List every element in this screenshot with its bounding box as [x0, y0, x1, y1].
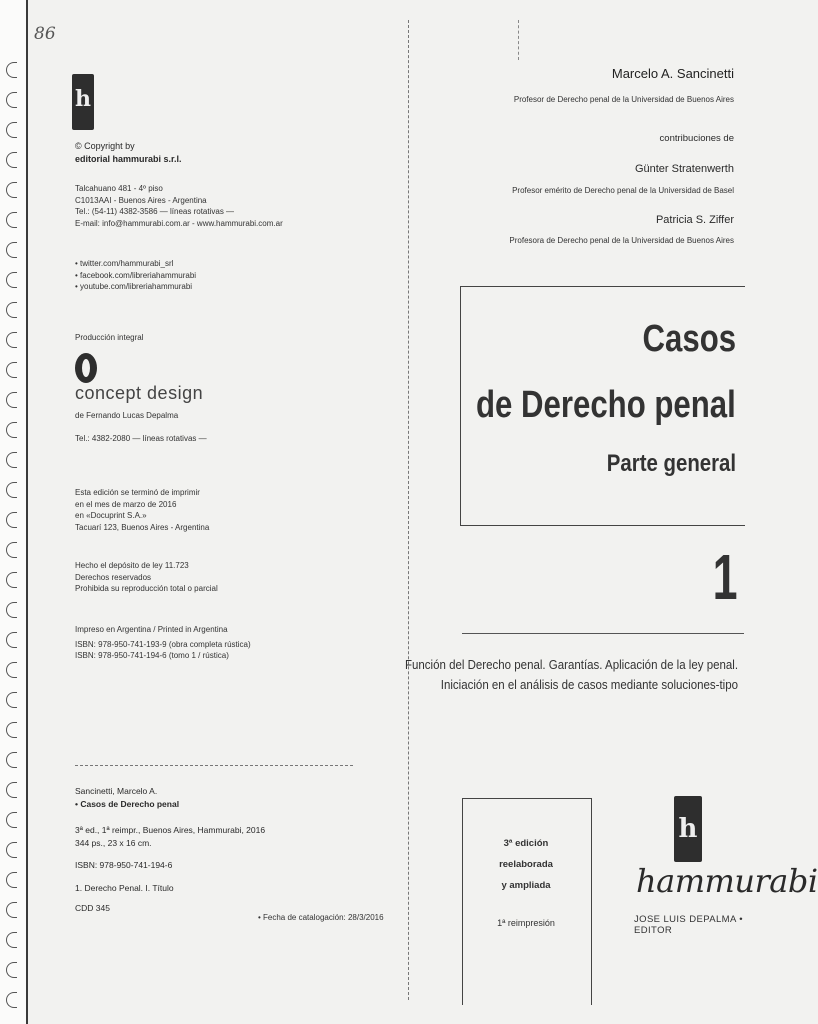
address-line: Talcahuano 481 - 4º piso: [75, 184, 163, 193]
author-3: Patricia S. Ziffer: [655, 214, 734, 226]
publisher-logo-letter: h: [75, 86, 91, 112]
publisher-name: editorial hammurabi s.r.l.: [75, 154, 182, 164]
binding-ring: [6, 902, 17, 918]
legal-line: Derechos reservados: [75, 572, 152, 582]
binding-ring: [6, 92, 17, 108]
binding-ring: [6, 692, 17, 708]
isbn-line: ISBN: 978-950-741-194-6 (tomo 1 / rústica): [75, 651, 229, 660]
publisher-wordmark: hammurabi: [636, 862, 818, 900]
catalog-cdd: CDD 345: [75, 903, 110, 913]
binding-edge: [0, 0, 28, 1024]
printing-line: Tacuarí 123, Buenos Aires - Argentina: [75, 522, 210, 532]
catalog-subject: 1. Derecho Penal. I. Título: [75, 882, 174, 893]
catalog-edition: 3ª ed., 1ª reimpr., Buenos Aires, Hammurabi, 2016: [75, 825, 266, 835]
page-fold: [408, 20, 409, 1000]
printing-line: Esta edición se terminó de imprimir: [75, 488, 200, 497]
binding-ring: [6, 782, 17, 798]
description-line: Iniciación en el análisis de casos mediante soluciones-tipo: [440, 678, 738, 692]
social-link-youtube: • youtube.com/libreriahammurabi: [75, 282, 193, 291]
binding-ring: [6, 272, 17, 288]
hammurabi-logo-icon: [674, 796, 702, 862]
social-link-twitter: • twitter.com/hammurabi_srl: [75, 259, 174, 268]
concept-design-logo-icon: [75, 353, 97, 383]
binding-ring: [6, 242, 17, 258]
binding-ring: [6, 392, 17, 408]
binding-ring: [6, 752, 17, 768]
binding-ring: [6, 962, 17, 978]
binding-ring: [6, 842, 17, 858]
edition-line: y ampliada: [501, 880, 551, 891]
binding-ring: [6, 332, 17, 348]
binding-ring: [6, 152, 17, 168]
volume-rule: [462, 633, 744, 634]
social-links: [75, 258, 196, 293]
catalog-date: • Fecha de catalogación: 28/3/2016: [258, 913, 384, 922]
binding-ring: [6, 512, 17, 528]
book-description: [405, 655, 738, 695]
address-line: C1013AAI - Buenos Aires - Argentina: [75, 195, 207, 205]
address-line: E-mail: info@hammurabi.com.ar - www.hammurabi.com.ar: [75, 218, 283, 228]
reprint-info: 1ª reimpresión: [497, 918, 555, 928]
binding-ring: [6, 872, 17, 888]
binding-ring: [6, 722, 17, 738]
author-main: Marcelo A. Sancinetti: [611, 66, 734, 81]
binding-ring: [6, 452, 17, 468]
binding-ring: [6, 812, 17, 828]
catalog-author: Sancinetti, Marcelo A.: [75, 786, 158, 796]
binding-ring: [6, 572, 17, 588]
catalog-isbn: ISBN: 978-950-741-194-6: [75, 860, 173, 870]
printing-line: en el mes de marzo de 2016: [75, 499, 177, 509]
publisher-editor: JOSE LUIS DEPALMA • EDITOR: [634, 914, 743, 936]
description-line: Función del Derecho penal. Garantías. Aplicación de la ley penal.: [404, 658, 738, 672]
design-by: de Fernando Lucas Depalma: [75, 411, 179, 420]
design-tel: Tel.: 4382-2080 — líneas rotativas —: [75, 434, 207, 443]
edition-frame: [462, 798, 592, 1005]
binding-ring: [6, 212, 17, 228]
binding-ring: [6, 182, 17, 198]
address-line: Tel.: (54-11) 4382-3586 — líneas rotativas —: [75, 207, 235, 216]
binding-ring: [6, 662, 17, 678]
printed-in: Impreso en Argentina / Printed in Argentina: [75, 625, 228, 634]
binding-ring: [6, 542, 17, 558]
catalog-pages: 344 ps., 23 x 16 cm.: [75, 837, 152, 848]
volume-number: 1: [713, 541, 738, 613]
publisher-logo: [72, 74, 94, 130]
legal-line: Prohibida su reproducción total o parcial: [75, 584, 218, 593]
legal-notice: [75, 560, 218, 595]
catalog-title: • Casos de Derecho penal: [75, 798, 180, 809]
printing-line: en «Docuprint S.A.»: [75, 511, 147, 520]
binding-ring: [6, 362, 17, 378]
binding-ring: [6, 482, 17, 498]
isbn-line: ISBN: 978-950-741-193-9 (obra completa rústica): [75, 639, 251, 649]
binding-ring: [6, 302, 17, 318]
copyright-line: © Copyright by: [75, 141, 135, 151]
pub-logo-letter: h: [678, 814, 698, 844]
author-3-desc: Profesora de Derecho penal de la Universidad de Buenos Aires: [509, 236, 734, 245]
page-fold-top: [518, 20, 519, 60]
edition-info: [462, 833, 590, 896]
handwritten-note: 86: [34, 24, 56, 44]
author-2: Günter Stratenwerth: [634, 163, 734, 175]
book-subtitle-part: Parte general: [606, 450, 736, 477]
contributions-label: contribuciones de: [659, 133, 734, 144]
catalog-record: [75, 785, 265, 915]
copyright-block: [75, 140, 182, 166]
binding-ring: [6, 602, 17, 618]
divider: [75, 765, 353, 766]
legal-line: Hecho el depósito de ley 11.723: [75, 561, 189, 570]
production-label: Producción integral: [75, 333, 144, 342]
edition-line: 3ª edición: [503, 838, 549, 849]
binding-ring: [6, 932, 17, 948]
author-2-desc: Profesor emérito de Derecho penal de la Universidad de Basel: [512, 186, 734, 195]
binding-ring: [6, 632, 17, 648]
printing-info: [75, 487, 209, 533]
edition-line: reelaborada: [499, 859, 553, 870]
isbn-block: [75, 624, 251, 662]
binding-ring: [6, 992, 17, 1008]
design-studio-name: concept design: [75, 383, 204, 403]
binding-ring: [6, 422, 17, 438]
binding-ring: [6, 62, 17, 78]
publisher-address: [75, 183, 283, 229]
author-main-desc: Profesor de Derecho penal de la Universidad de Buenos Aires: [513, 95, 734, 104]
social-link-facebook: • facebook.com/libreriahammurabi: [75, 270, 197, 280]
binding-ring: [6, 122, 17, 138]
book-title-line-1: Casos: [642, 318, 736, 360]
book-title-line-2: de Derecho penal: [476, 384, 736, 426]
